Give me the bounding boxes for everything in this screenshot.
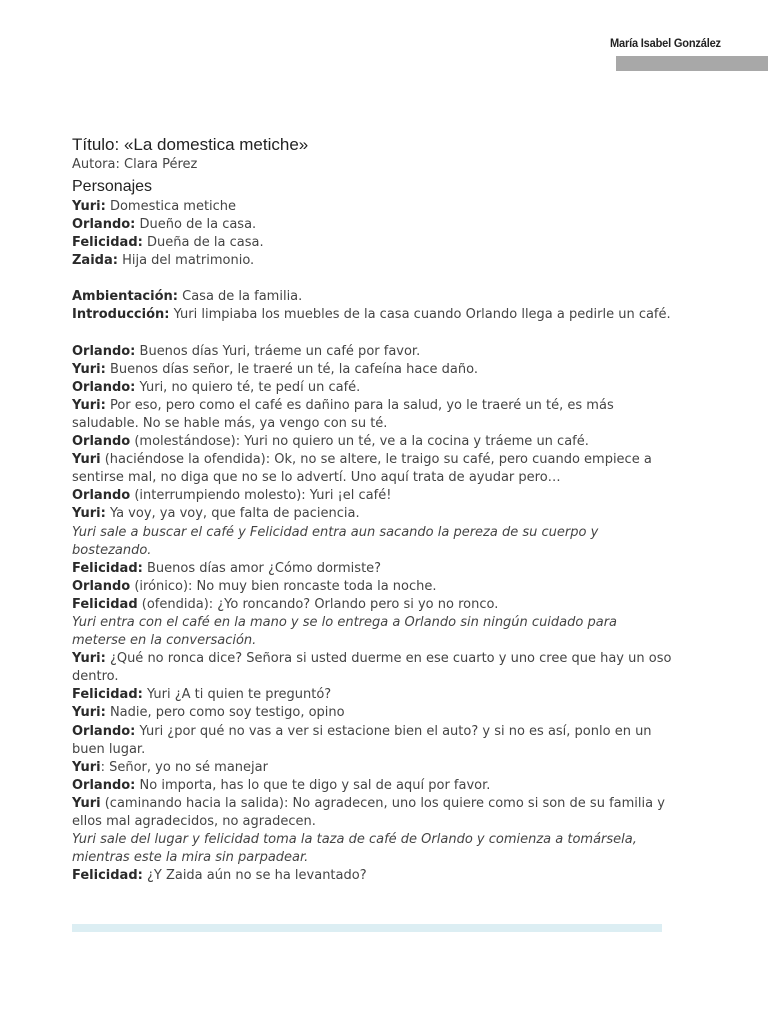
character-item [72,216,672,234]
character-name: Yuri: [72,199,106,214]
character-desc: Dueña de la casa. [146,235,264,251]
characters-list [72,198,672,270]
stage-direction: Yuri entra con el café en la mano y se lo entrega a Orlando sin ningún cuidado para meterse en la conversación. [72,614,618,649]
stage-direction: Yuri sale del lugar y felicidad toma la taza de café de Orlando y comienza a tomársela, mientras este la mira sin parpadear. [72,832,637,866]
dialogue-text: Nadie, pero como soy testigo, opino [109,705,345,721]
dialogue-text: ¿Y Zaida aún no se ha levantado? [146,868,367,884]
spacer [72,270,672,288]
speaker-name: Yuri: [72,361,106,377]
speaker-name: Felicidad [72,596,138,612]
character-name: Orlando: [72,217,136,233]
dialogue-text: (ofendida): ¿Yo roncando? Orlando pero si yo no ronco. [141,596,499,612]
dialogue-text: Yuri, no quiero té, te pedí un café. [139,379,361,395]
setting-line [72,288,672,306]
character-desc: Hija del matrimonio. [122,253,255,269]
speaker-name: Orlando: [72,343,136,359]
character-item [72,234,672,252]
dialogue-line [72,560,672,578]
dialogue-line [72,596,672,614]
document-body [72,134,672,885]
speaker-name: Orlando: [72,723,136,739]
speaker-name: Orlando [72,488,131,504]
character-item [72,198,672,216]
setting-label: Ambientación: [72,289,178,305]
footer-decorative-bar [72,924,662,932]
speaker-name: Yuri: [72,705,106,721]
intro-line [72,306,672,324]
dialogue-list [72,343,672,886]
dialogue-line [72,723,672,759]
character-desc: Dueño de la casa. [139,217,257,233]
dialogue-line [72,361,672,379]
speaker-name: Yuri [72,452,101,468]
dialogue-text: (haciéndose la ofendida): Ok, no se altere, le traigo su café, pero cuando empiece a sentirse mal, no diga que no se lo advertí. Uno aquí trata de ayudar pero… [72,452,652,486]
character-item [72,252,672,270]
dialogue-line [72,379,672,397]
character-name: Felicidad: [72,235,143,251]
speaker-name: Yuri [72,759,101,775]
dialogue-text: Buenos días Yuri, tráeme un café por favor. [139,343,421,359]
dialogue-line [72,343,672,361]
dialogue-text: Ya voy, ya voy, que falta de paciencia. [109,506,360,522]
intro-label: Introducción: [72,307,170,323]
dialogue-text: Buenos días señor, le traeré un té, la cafeína hace daño. [109,361,478,377]
dialogue-text: Yuri ¿por qué no vas a ver si estacione bien el auto? y si no es así, ponlo en un buen lugar. [72,723,652,757]
dialogue-text: Yuri ¿A ti quien te preguntó? [146,687,332,703]
dialogue-text: (molestándose): Yuri no quiero un té, ve a la cocina y tráeme un café. [134,434,589,450]
setting-text: Casa de la familia. [182,289,303,305]
dialogue-line [72,433,672,451]
speaker-name: Yuri: [72,506,106,522]
header-decorative-bar [616,56,768,71]
dialogue-line [72,759,672,777]
speaker-name: Yuri [72,795,101,811]
dialogue-line [72,686,672,704]
dialogue-text: ¿Qué no ronca dice? Señora si usted duerme en ese cuarto y uno cree que hay un oso dentro. [72,651,672,685]
character-name: Zaida: [72,253,118,269]
speaker-name: Felicidad: [72,687,143,703]
document-author-header: María Isabel González [610,36,721,50]
spacer [72,325,672,343]
speaker-name: Felicidad: [72,868,143,884]
dialogue-text: (irónico): No muy bien roncaste toda la noche. [134,578,437,594]
dialogue-text: : Señor, yo no sé manejar [100,759,268,775]
document-title: Título: «La domestica metiche» [72,135,309,154]
speaker-name: Orlando [72,434,131,450]
author-line: Autora: Clara Pérez [72,157,198,172]
dialogue-line [72,487,672,505]
dialogue-text: No importa, has lo que te digo y sal de aquí por favor. [139,777,491,793]
dialogue-line [72,704,672,722]
dialogue-line [72,578,672,596]
speaker-name: Felicidad: [72,560,143,576]
speaker-name: Orlando [72,578,131,594]
dialogue-line [72,451,672,487]
dialogue-line [72,777,672,795]
speaker-name: Yuri: [72,651,106,667]
dialogue-text: (caminando hacia la salida): No agradecen, uno los quiere como si son de su familia y ellos mal agradecidos, no agradecen. [72,795,665,829]
stage-direction: Yuri sale a buscar el café y Felicidad entra aun sacando la pereza de su cuerpo y bostezando. [72,524,599,558]
dialogue-line [72,397,672,433]
dialogue-line [72,650,672,686]
dialogue-line [72,505,672,523]
speaker-name: Orlando: [72,777,136,793]
dialogue-text: Buenos días amor ¿Cómo dormiste? [146,560,382,576]
character-desc: Domestica metiche [109,199,237,214]
dialogue-line [72,867,672,885]
intro-text: Yuri limpiaba los muebles de la casa cuando Orlando llega a pedirle un café. [173,307,671,323]
dialogue-text: Por eso, pero como el café es dañino para la salud, yo le traeré un té, es más saludable. No se hable más, ya vengo con su té. [72,397,614,431]
speaker-name: Yuri: [72,397,106,413]
dialogue-line [72,795,672,831]
speaker-name: Orlando: [72,379,136,395]
dialogue-text: (interrumpiendo molesto): Yuri ¡el café! [134,488,392,504]
characters-heading: Personajes [72,178,153,195]
